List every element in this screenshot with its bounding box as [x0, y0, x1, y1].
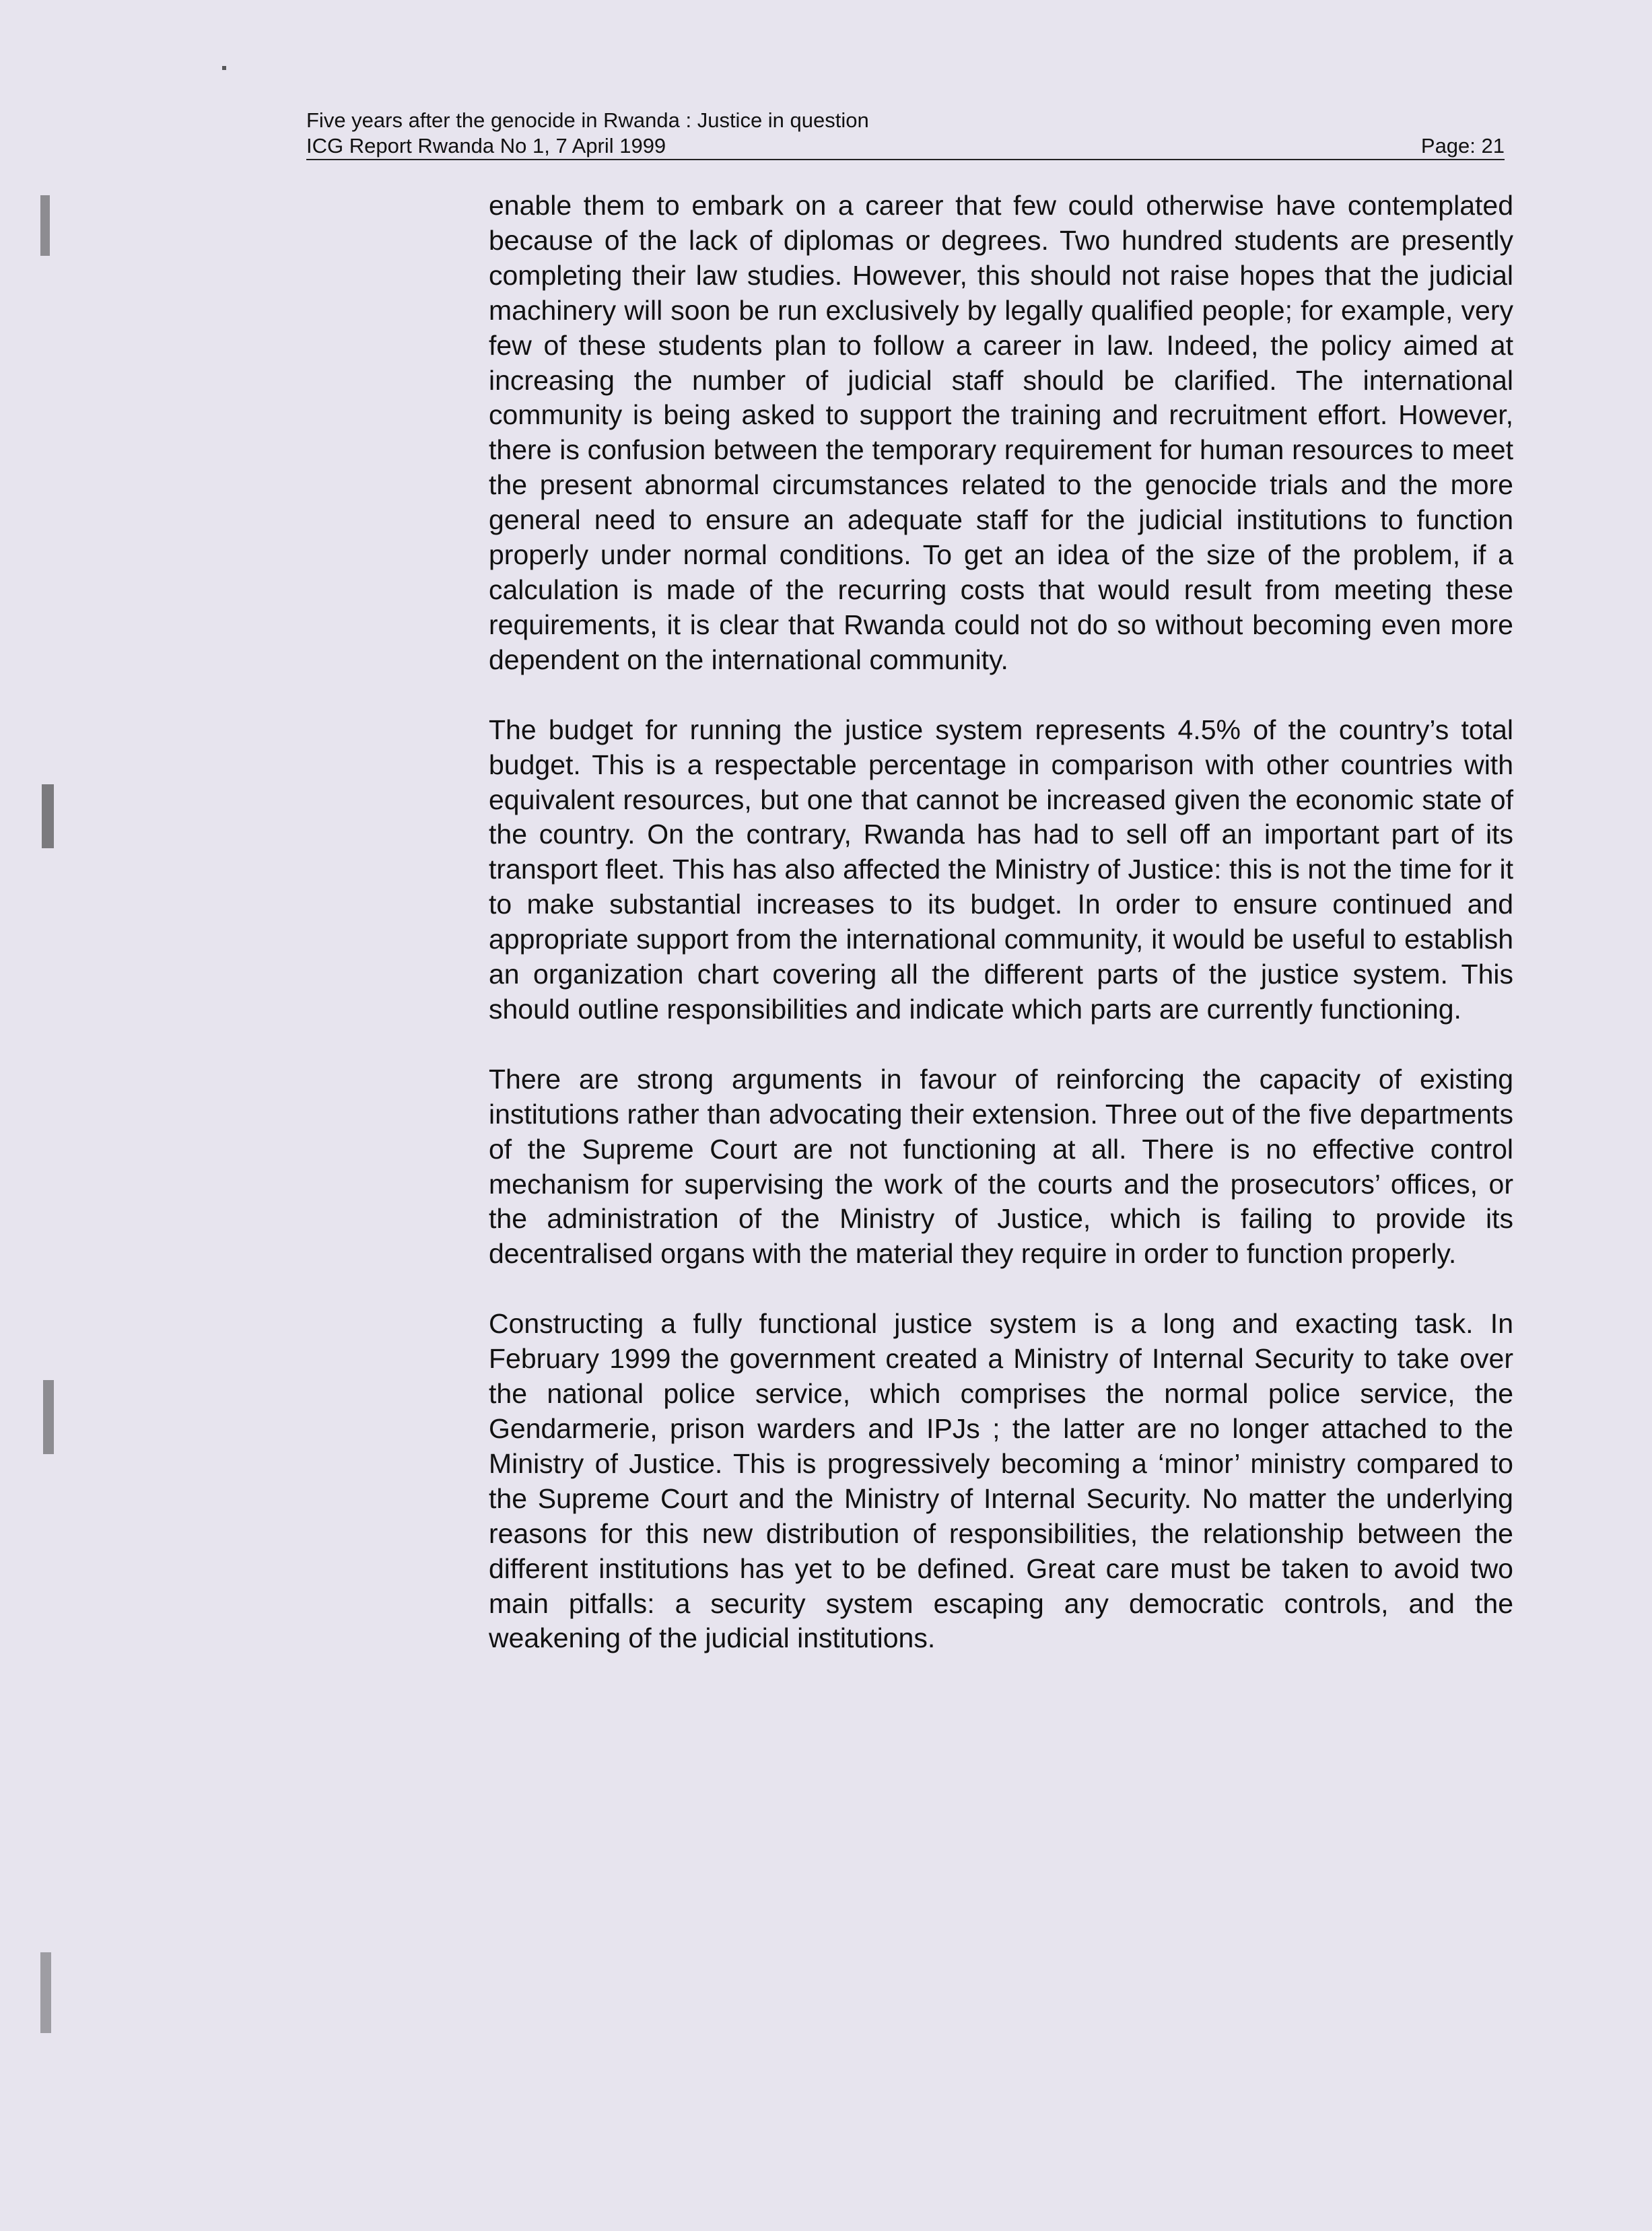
scan-speck [42, 784, 54, 848]
paragraph: Constructing a fully functional justice system is a long and exacting task. In February 1999 the government created a Ministry of Internal Security to take over the national police service, which comprises the normal police service, the Gendarmerie, prison warders and IPJs ; the latter are no longer attached to the Ministry of Justice. This is progressively becoming a ‘minor’ ministry compared to the Supreme Court and the Ministry of Internal Security. No matter the underlying reasons for this new distribution of responsibilities, the relationship between the different institutions has yet to be defined. Great care must be taken to avoid two main pitfalls: a security system escaping any democratic controls, and the weakening of the judicial institutions. [489, 1308, 1513, 1654]
scan-speck [222, 66, 226, 70]
paragraph: There are strong arguments in favour of reinforcing the capacity of existing institutions rather than advocating their extension. Three out of the five departments of the Supreme Court are not functioning at all. There is no effective control mechanism for supervising the work of the courts and the prosecutors’ offices, or the administration of the Ministry of Justice, which is failing to provide its decentralised organs with the material they require in order to function properly. [489, 1063, 1513, 1270]
scan-speck [43, 1380, 54, 1454]
page-header [306, 108, 1505, 160]
header-rule [306, 133, 1505, 160]
scan-speck [40, 195, 50, 256]
paragraph: The budget for running the justice system represents 4.5% of the country’s total budget. This is a respectable percentage in comparison with other countries with equivalent resources, but one that cannot be increased given the economic state of the country. On the contrary, Rwanda has had to sell off an important part of its transport fleet. This has also affected the Ministry of Justice: this is not the time for it to make substantial increases to its budget. In order to ensure continued and appropriate support from the international community, it would be useful to establish an organization chart covering all the different parts of the justice system. This should outline responsibilities and indicate which parts are currently functioning. [489, 714, 1513, 1025]
scan-speck [40, 1952, 51, 2033]
document-title: Five years after the genocide in Rwanda : Justice in question [306, 108, 869, 132]
body-text [489, 188, 1513, 1691]
page-number: Page: 21 [1420, 134, 1505, 158]
paragraph: enable them to embark on a career that few could otherwise have contemplated because of the lack of diplomas or degrees. Two hundred students are presently completing their law studies. However, this should not raise hopes that the judicial machinery will soon be run exclusively by legally qualified people; for example, very few of these students plan to follow a career in law. Indeed, the policy aimed at increasing the number of judicial staff should be clarified. The international community is being asked to support the training and recruitment effort. However, there is confusion between the temporary requirement for human resources to meet the present abnormal circumstances related to the genocide trials and the more general need to ensure an adequate staff for the judicial institutions to function properly under normal conditions. To get an idea of the size of the problem, if a calculation is made of the recurring costs that would result from meeting these requirements, it is clear that Rwanda could not do so without becoming even more dependent on the international community. [489, 190, 1513, 675]
report-reference: ICG Report Rwanda No 1, 7 April 1999 [306, 134, 666, 158]
